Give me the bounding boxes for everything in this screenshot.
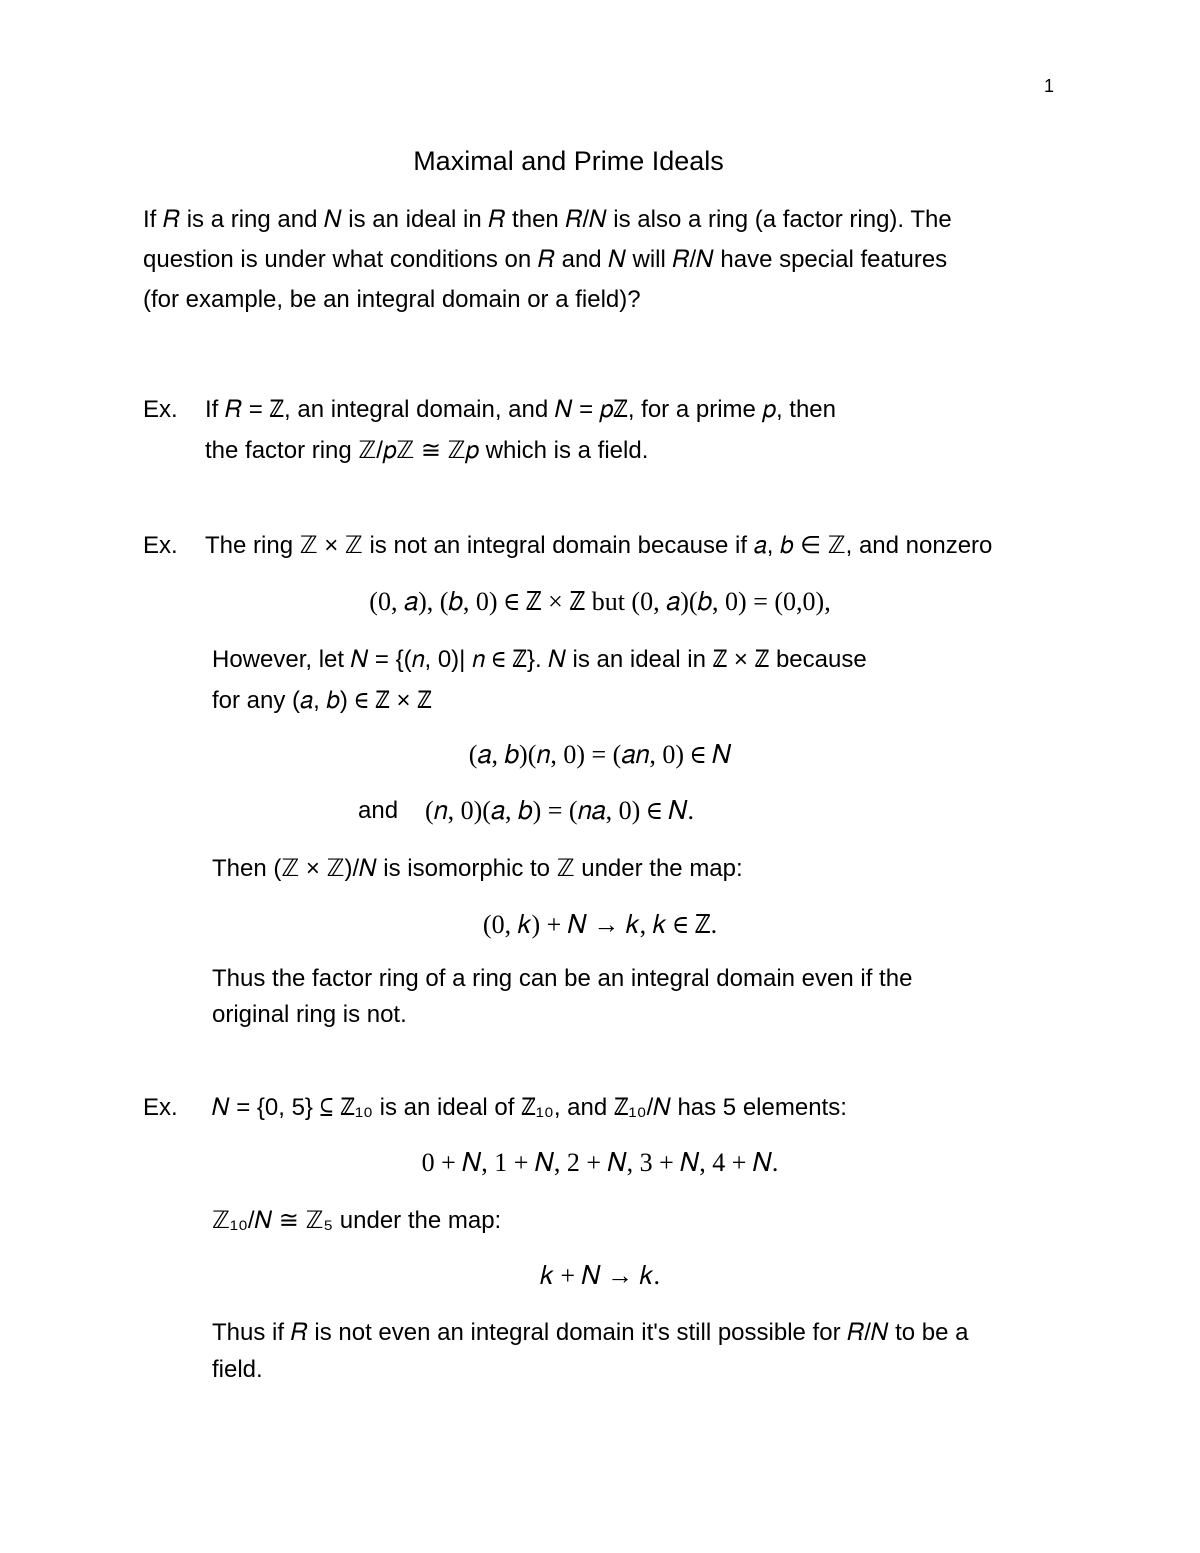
example-3-line-3: Thus if 𝑅 is not even an integral domain it's still possible for 𝑅/𝑁 to be a [212,1319,969,1346]
intro-line-1: If 𝑅 is a ring and 𝑁 is an ideal in 𝑅 then 𝑅/𝑁 is also a ring (a factor ring). The [143,206,952,233]
example-3-line-4: field. [212,1356,263,1383]
example-1-label: Ex. [143,396,178,423]
example-2-label: Ex. [143,532,178,559]
example-2-display-4: (0, 𝑘) + 𝑁 → 𝑘, 𝑘 ∈ ℤ. [482,910,718,939]
example-1-line-2: the factor ring ℤ/𝑝ℤ ≅ ℤ𝑝 which is a field. [205,437,649,464]
intro-line-3: (for example, be an integral domain or a field)? [143,286,641,313]
example-3-display-2: 𝑘 + 𝑁 → 𝑘. [540,1261,660,1290]
example-2-line-6: original ring is not. [212,1001,407,1028]
example-2-and-label: and [358,797,399,824]
example-2-display-2: (𝑎, 𝑏)(𝑛, 0) = (𝑎𝑛, 0) ∈ 𝑁 [468,740,732,769]
example-2-line-2: However, let 𝑁 = {(𝑛, 0)| 𝑛 ∈ ℤ}. 𝑁 is an ideal in ℤ × ℤ because [212,646,867,673]
example-1-line-1: If 𝑅 = ℤ, an integral domain, and 𝑁 = 𝑝ℤ, for a prime 𝑝, then [205,396,837,423]
page-number: 1 [1044,76,1055,96]
intro-line-2: question is under what conditions on 𝑅 and 𝑁 will 𝑅/𝑁 have special features [143,246,948,273]
example-3-line-2: ℤ₁₀/𝑁 ≅ ℤ₅ under the map: [212,1207,502,1234]
example-3-display-1: 0 + 𝑁, 1 + 𝑁, 2 + 𝑁, 3 + 𝑁, 4 + 𝑁. [421,1148,779,1177]
example-2-display-3: (𝑛, 0)(𝑎, 𝑏) = (𝑛𝑎, 0) ∈ 𝑁. [425,796,694,825]
example-2-line-4: Then (ℤ × ℤ)/𝑁 is isomorphic to ℤ under the map: [212,855,743,882]
page-title: Maximal and Prime Ideals [413,146,724,176]
example-3-line-1: 𝑁 = {0, 5} ⊆ ℤ₁₀ is an ideal of ℤ₁₀, and ℤ₁₀/𝑁 has 5 elements: [212,1094,847,1121]
example-2-line-3: for any (𝑎, 𝑏) ∈ ℤ × ℤ [212,687,432,714]
example-3-label: Ex. [143,1094,178,1121]
example-2-line-1: The ring ℤ × ℤ is not an integral domain because if 𝑎, 𝑏 ∈ ℤ, and nonzero [205,532,993,559]
example-2-display-1: (0, 𝑎), (𝑏, 0) ∈ ℤ × ℤ but (0, 𝑎)(𝑏, 0) = (0,0), [369,587,831,616]
example-2-line-5: Thus the factor ring of a ring can be an integral domain even if the [212,965,913,992]
